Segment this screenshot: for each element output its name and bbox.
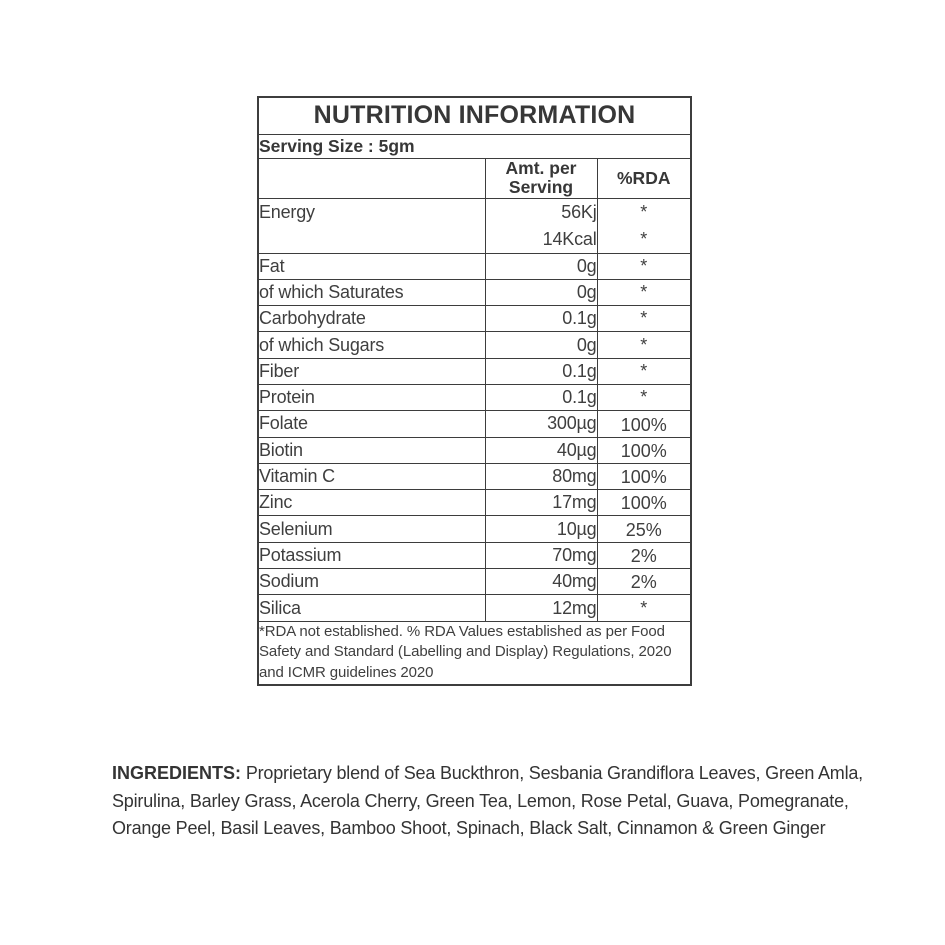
ingredients-paragraph <box>112 760 863 843</box>
rda-value: * <box>597 358 691 384</box>
nutrient-name: Carbohydrate <box>258 306 485 332</box>
rda-value: 100% <box>597 490 691 516</box>
amount-value: 0g <box>485 279 597 305</box>
nutrition-table <box>257 96 692 686</box>
serving-size: Serving Size : 5gm <box>258 134 691 158</box>
table-row <box>258 516 691 542</box>
nutrient-name: Folate <box>258 411 485 437</box>
rda-value: * <box>597 253 691 279</box>
ingredients-text: Proprietary blend of Sea Buckthron, Sesbania Grandiflora Leaves, Green Amla, <box>245 763 863 783</box>
amount-value: 70mg <box>485 542 597 568</box>
rda-value: 25% <box>597 516 691 542</box>
table-row-energy <box>258 198 691 253</box>
amount-cell <box>485 198 597 253</box>
table-row <box>258 490 691 516</box>
rda-value: * <box>597 306 691 332</box>
table-title: NUTRITION INFORMATION <box>258 97 691 134</box>
amount-value: 17mg <box>485 490 597 516</box>
amount-value: 0.1g <box>485 384 597 410</box>
footnote-line: Safety and Standard (Labelling and Display) Regulations, 2020 <box>259 643 672 661</box>
nutrient-name: Selenium <box>258 516 485 542</box>
footnote-line: *RDA not established. % RDA Values established as per Food <box>259 622 665 640</box>
rda-value: 2% <box>597 542 691 568</box>
ingredients-line <box>112 760 863 788</box>
column-header-row <box>258 158 691 198</box>
amount-value: 56Kj <box>561 201 597 222</box>
amount-value: 0.1g <box>485 358 597 384</box>
table-row <box>258 253 691 279</box>
nutrient-name: Zinc <box>258 490 485 516</box>
table-row <box>258 437 691 463</box>
amount-value: 10µg <box>485 516 597 542</box>
amount-value: 0g <box>485 332 597 358</box>
column-header-empty <box>258 158 485 198</box>
serving-size-row <box>258 134 691 158</box>
rda-value: * <box>640 201 648 222</box>
rda-value: * <box>597 384 691 410</box>
rda-value: * <box>597 332 691 358</box>
footnote-row <box>258 621 691 685</box>
table-row <box>258 279 691 305</box>
nutrient-name: Potassium <box>258 542 485 568</box>
footnote-line: and ICMR guidelines 2020 <box>259 663 434 681</box>
ingredients-line: Spirulina, Barley Grass, Acerola Cherry, Green Tea, Lemon, Rose Petal, Guava, Pomegranate, <box>112 790 849 811</box>
table-row <box>258 384 691 410</box>
amount-value: 0.1g <box>485 306 597 332</box>
nutrient-name: Fiber <box>258 358 485 384</box>
nutrient-name: Vitamin C <box>258 463 485 489</box>
rda-value: * <box>597 595 691 621</box>
column-header-rda: %RDA <box>597 158 691 198</box>
rda-cell <box>597 198 691 253</box>
table-row <box>258 358 691 384</box>
amount-value: 80mg <box>485 463 597 489</box>
amount-value: 300µg <box>485 411 597 437</box>
table-row <box>258 332 691 358</box>
rda-value: 100% <box>597 437 691 463</box>
amount-value: 14Kcal <box>542 228 597 249</box>
nutrient-name: Protein <box>258 384 485 410</box>
table-row <box>258 411 691 437</box>
table-footnote <box>258 621 691 685</box>
table-row <box>258 463 691 489</box>
amount-value: 40mg <box>485 569 597 595</box>
nutrient-name: Energy <box>258 198 485 253</box>
table-row <box>258 569 691 595</box>
column-header-amount: Amt. per Serving <box>485 158 597 198</box>
nutrient-name: Fat <box>258 253 485 279</box>
rda-value: 100% <box>597 411 691 437</box>
table-row <box>258 306 691 332</box>
nutrient-name: Biotin <box>258 437 485 463</box>
rda-value: 100% <box>597 463 691 489</box>
rda-value: 2% <box>597 569 691 595</box>
ingredients-line: Orange Peel, Basil Leaves, Bamboo Shoot, Spinach, Black Salt, Cinnamon & Green Ginger <box>112 818 826 838</box>
nutrient-name: Silica <box>258 595 485 621</box>
amount-value: 0g <box>485 253 597 279</box>
nutrient-name: of which Saturates <box>258 279 485 305</box>
ingredients-label: INGREDIENTS: <box>112 763 242 783</box>
nutrient-name: of which Sugars <box>258 332 485 358</box>
title-row <box>258 97 691 134</box>
table-row <box>258 542 691 568</box>
rda-value: * <box>597 279 691 305</box>
amount-value: 40µg <box>485 437 597 463</box>
rda-value: * <box>640 228 648 249</box>
table-row <box>258 595 691 621</box>
nutrient-name: Sodium <box>258 569 485 595</box>
amount-value: 12mg <box>485 595 597 621</box>
